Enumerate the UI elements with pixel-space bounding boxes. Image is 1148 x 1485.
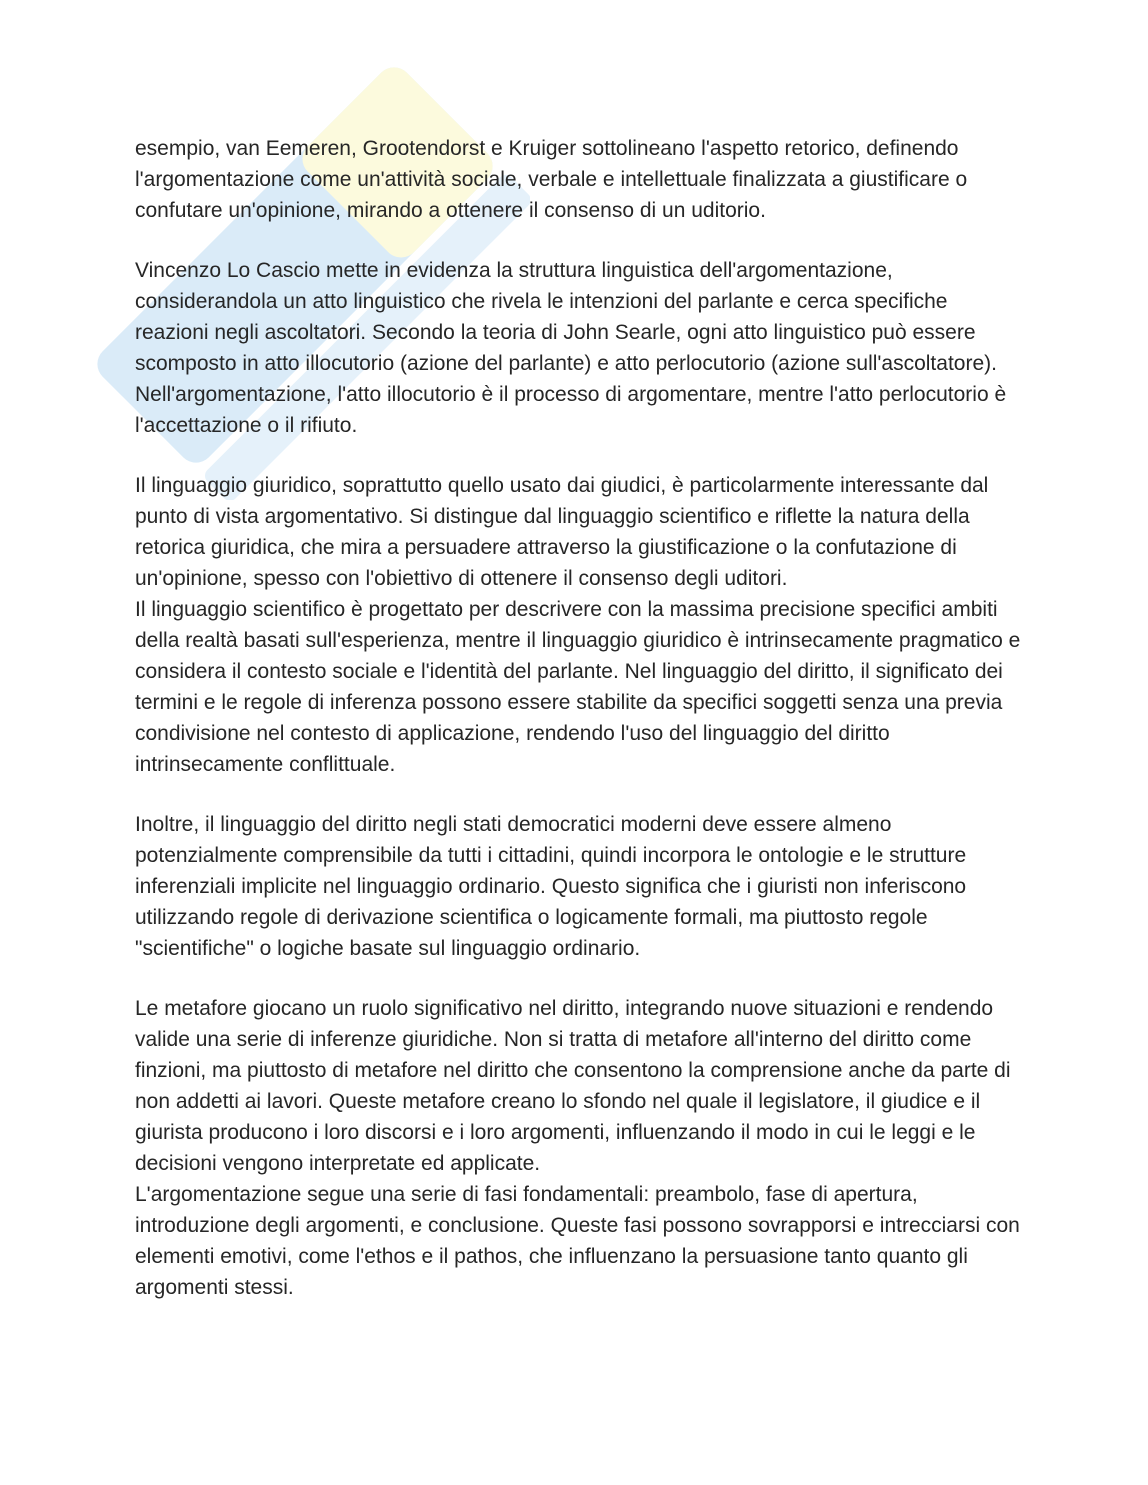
document-body (135, 133, 1025, 1303)
paragraph-stati-democratici: Inoltre, il linguaggio del diritto negli stati democratici moderni deve essere almeno potenzialmente comprensibile da tutti i cittadini, quindi incorpora le ontologie e le strutture inferenziali implicite nel linguaggio ordinario. Questo significa che i giuristi non inferiscono utilizzando regole di derivazione scientifica o logicamente formali, ma piuttosto regole "scientifiche" o logiche basate sul linguaggio ordinario. (135, 813, 967, 960)
paragraph-argomentazione-retorica: esempio, van Eemeren, Grootendorst e Kruiger sottolineano l'aspetto retorico, definendo l'argomentazione come un'attività sociale, verbale e intellettuale finalizzata a giustificare o confutare un'opinione, mirando a ottenere il consenso di un uditorio. (135, 137, 968, 222)
paragraph-lo-cascio: Vincenzo Lo Cascio mette in evidenza la struttura linguistica dell'argomentazione, considerandola un atto linguistico che rivela le intenzioni del parlante e cerca specifiche reazioni negli ascoltatori. Secondo la teoria di John Searle, ogni atto linguistico può essere scomposto in atto illocutorio (azione del parlante) e atto perlocutorio (azione sull'ascoltatore). Nell'argomentazione, l'atto illocutorio è il processo di argomentare, mentre l'atto perlocutorio è l'accettazione o il rifiuto. (135, 259, 1007, 437)
paragraph-linguaggio-scientifico: Il linguaggio scientifico è progettato per descrivere con la massima precisione specifici ambiti della realtà basati sull'esperienza, mentre il linguaggio giuridico è intrinsecamente pragmatico e considera il contesto sociale e l'identità del parlante. Nel linguaggio del diritto, il significato dei termini e le regole di inferenza possono essere stabilite da specifici soggetti senza una previa condivisione nel contesto di applicazione, rendendo l'uso del linguaggio del diritto intrinsecamente conflittuale. (135, 598, 1021, 776)
paragraph-metafore: Le metafore giocano un ruolo significativo nel diritto, integrando nuove situazioni e rendendo valide una serie di inferenze giuridiche. Non si tratta di metafore all'interno del diritto come finzioni, ma piuttosto di metafore nel diritto che consentono la comprensione anche da parte di non addetti ai lavori. Queste metafore creano lo sfondo nel quale il legislatore, il giudice e il giurista producono i loro discorsi e i loro argomenti, influenzando il modo in cui le leggi e le decisioni vengono interpretate ed applicate. (135, 997, 1011, 1175)
paragraph-fasi-argomentazione: L'argomentazione segue una serie di fasi fondamentali: preambolo, fase di apertura, introduzione degli argomenti, e conclusione. Queste fasi possono sovrapporsi e intrecciarsi con elementi emotivi, come l'ethos e il pathos, che influenzano la persuasione tanto quanto gli argomenti stessi. (135, 1183, 1020, 1299)
paragraph-linguaggio-giuridico: Il linguaggio giuridico, soprattutto quello usato dai giudici, è particolarmente interessante dal punto di vista argomentativo. Si distingue dal linguaggio scientifico e riflette la natura della retorica giuridica, che mira a persuadere attraverso la giustificazione o la confutazione di un'opinione, spesso con l'obiettivo di ottenere il consenso degli uditori. (135, 474, 989, 590)
